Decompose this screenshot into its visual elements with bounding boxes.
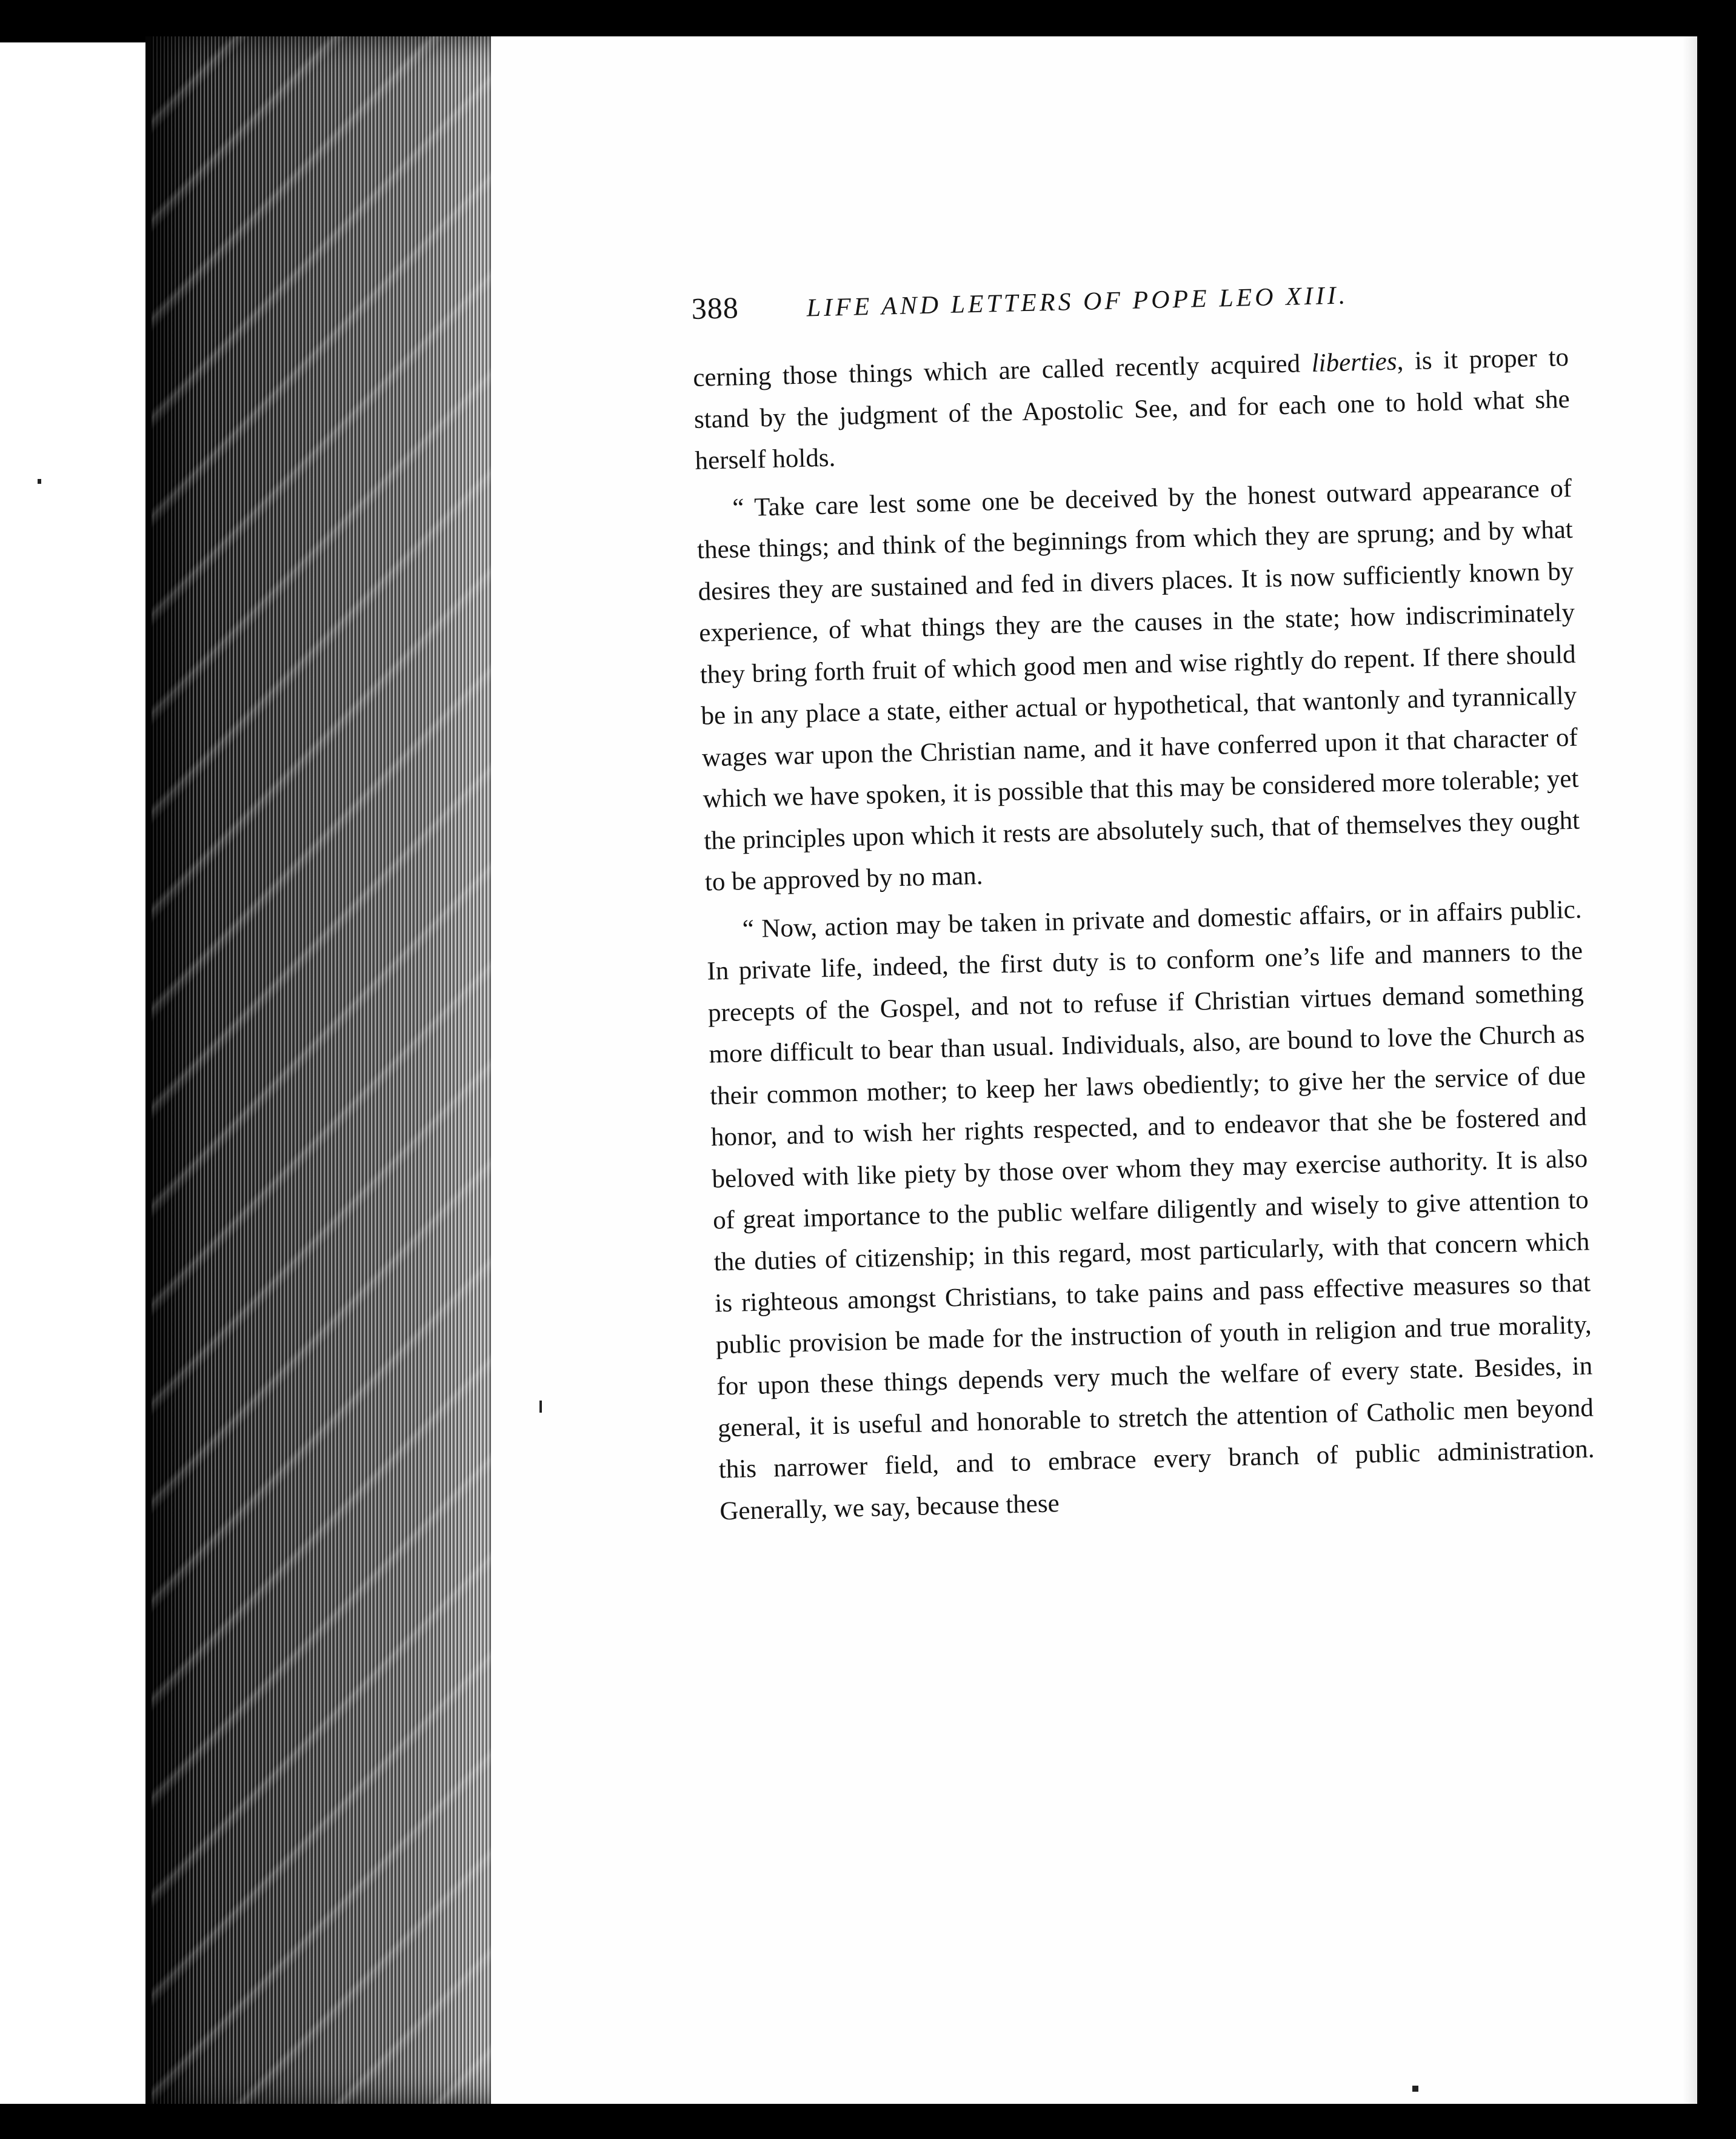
page-content	[691, 270, 1596, 1532]
scan-border-bottom	[0, 2104, 1736, 2139]
book-page	[491, 36, 1682, 2104]
page-edges-stack	[152, 36, 491, 2104]
running-title: LIFE AND LETTERS OF POPE LEO XIII.	[806, 281, 1349, 323]
running-head	[691, 270, 1568, 346]
page-number: 388	[691, 290, 739, 326]
scan-border-right	[1697, 36, 1736, 2104]
body-text	[693, 337, 1596, 1533]
paragraph	[693, 337, 1571, 482]
scan-speck	[1412, 2086, 1418, 2092]
text-run: “ Now, action may be taken in private and domestic affairs, or in affairs public. In private life, indeed, the first duty is to conform one’s life and manners to the precepts of the Gospel, and not to refuse if Christian virtues demand something more difficult to bear than usual. Individuals, also, are bound to love the Church as their common mother; to keep her laws obediently; to give her the service of due honor, and to wish her rights respected, and to endeavor that she be fostered and beloved with like piety by those over whom they may exercise authority. It is also of great importance to the public welfare diligently and wisely to give attention to the duties of citizenship; in this regard, most particularly, with that concern which is righteous amongst Christians, to take pains and pass effective measures so that public provision be made for the instruction of youth in religion and true morality, for upon these things depends very much the welfare of every state. Besides, in general, it is useful and honorable to stretch the attention of Catholic men beyond this narrower field, and to embrace every branch of public administration. Generally, we say, because these	[706, 895, 1595, 1525]
italic-text: liberties	[1311, 347, 1398, 378]
paragraph	[706, 889, 1596, 1532]
text-run: , is it proper to stand by the judgment of the Apostolic See, and for each one to hold what she herself holds.	[693, 343, 1571, 475]
scan-speck	[539, 1401, 542, 1413]
scan-speck	[38, 479, 41, 484]
facing-page-edge	[1682, 36, 1697, 2104]
paragraph	[696, 467, 1581, 903]
text-run: “ Take care lest some one be deceived by the honest outward appearance of these things; and think of the beginnings from which they are sprung; and by what desires they are sustained and fed in divers places. It is now sufficiently known by experience, of what things they are the causes in the state; how indiscriminately they bring forth fruit of which good men and wise rightly do repent. If there should be in any place a state, either actual or hypothetical, that wantonly and tyrannically wages war upon the Christian name, and it have conferred upon it that character of which we have spoken, it is possible that this may be considered more tolerable; yet the principles upon which it rests are absolutely such, that of themselves they ought to be approved by no man.	[696, 474, 1580, 897]
text-run: cerning those things which are called recently acquired	[692, 349, 1312, 392]
